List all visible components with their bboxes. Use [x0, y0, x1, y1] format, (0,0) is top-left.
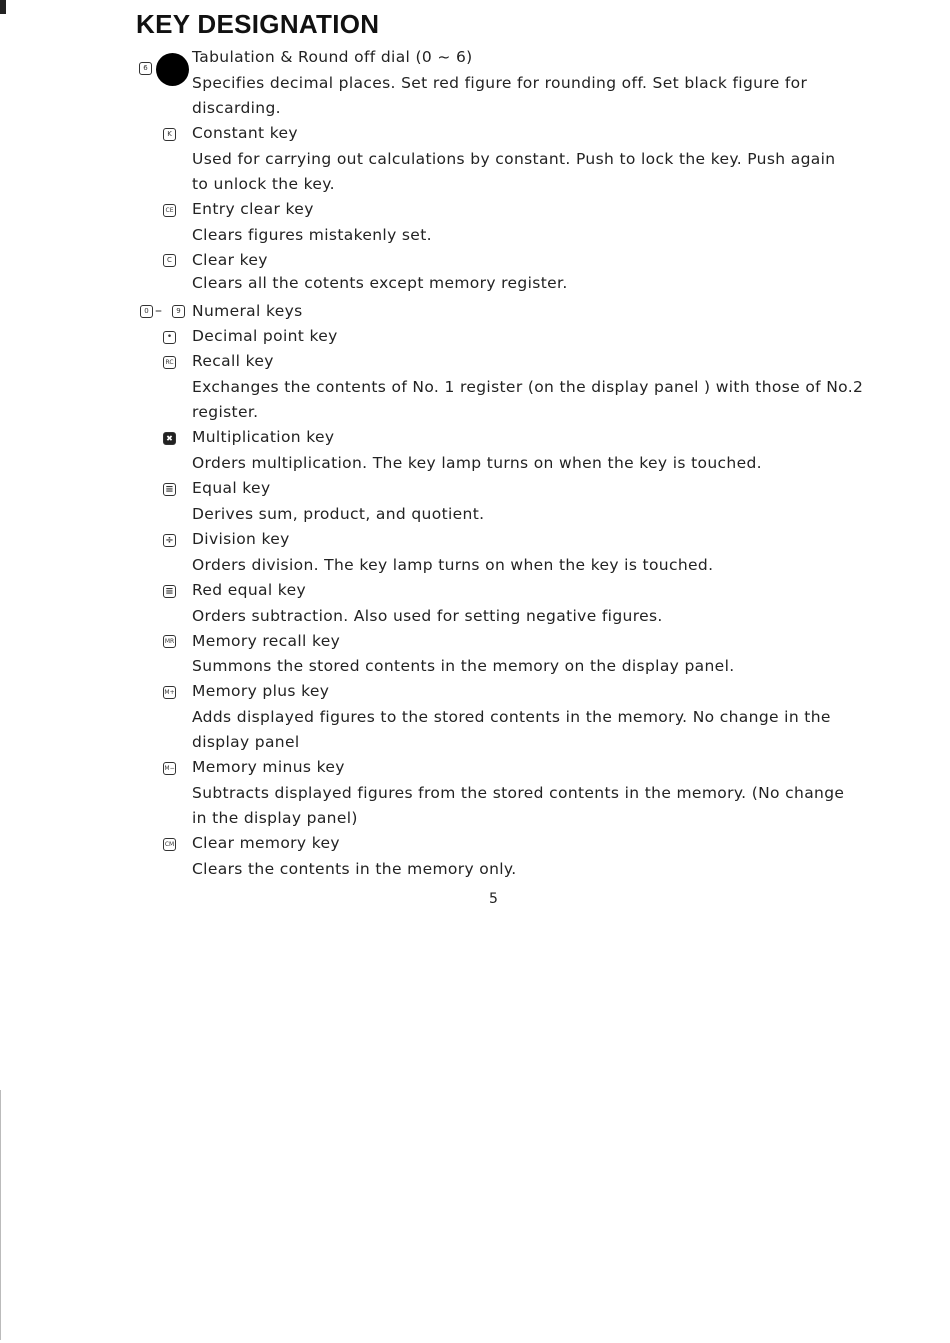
numeral-9-key-icon: 9 [172, 305, 185, 318]
entry-title: Memory minus key [192, 758, 345, 776]
dial-knob-icon [156, 53, 189, 86]
entry-description: to unlock the key. [192, 175, 335, 193]
clear-key-icon: C [163, 254, 176, 267]
entry-title: Clear memory key [192, 834, 340, 852]
entry-description: Adds displayed figures to the stored contents in the memory. No change in the [192, 708, 831, 726]
scan-edge-mark [0, 0, 6, 14]
entry-title: Red equal key [192, 581, 306, 599]
entry-title: Equal key [192, 479, 271, 497]
entry-description: Clears the contents in the memory only. [192, 860, 517, 878]
entry-description: Used for carrying out calculations by constant. Push to lock the key. Push again [192, 150, 836, 168]
entry-description: Clears all the cotents except memory register. [192, 274, 568, 292]
entry-clear-key-icon: CE [163, 204, 176, 217]
entry-title: Decimal point key [192, 327, 338, 345]
entry-title: Clear key [192, 251, 268, 269]
entry-description: Orders division. The key lamp turns on when the key is touched. [192, 556, 714, 574]
multiply-key-icon: ✖ [163, 432, 176, 445]
memory-plus-key-icon: M+ [163, 686, 176, 699]
memory-recall-key-icon: MR [163, 635, 176, 648]
entry-description: discarding. [192, 99, 281, 117]
entry-title: Multiplication key [192, 428, 335, 446]
entry-description: Specifies decimal places. Set red figure for rounding off. Set black figure for [192, 74, 808, 92]
entry-description: Exchanges the contents of No. 1 register (on the display panel ) with those of No.2 [192, 378, 864, 396]
page-title: KEY DESIGNATION [136, 9, 380, 39]
entry-title: Recall key [192, 352, 274, 370]
decimal-point-key-icon: • [163, 331, 176, 344]
clear-memory-key-icon: CM [163, 838, 176, 851]
entry-description: register. [192, 403, 259, 421]
entry-description: display panel [192, 733, 300, 751]
memory-minus-key-icon: M− [163, 762, 176, 775]
entry-title: Memory recall key [192, 632, 341, 650]
recall-key-icon: RC [163, 356, 176, 369]
red-equal-key-icon: ≡ [163, 585, 176, 598]
entry-description: Derives sum, product, and quotient. [192, 505, 485, 523]
entry-description: Orders subtraction. Also used for setting negative figures. [192, 607, 663, 625]
entry-title: Constant key [192, 124, 298, 142]
entry-description: in the display panel) [192, 809, 358, 827]
constant-key-icon: K [163, 128, 176, 141]
entry-title: Tabulation & Round off dial (0 ~ 6) [192, 48, 473, 66]
entry-description: Subtracts displayed figures from the stored contents in the memory. (No change [192, 784, 845, 802]
numeral-0-key-icon: 0 [140, 305, 153, 318]
entry-title: Numeral keys [192, 302, 303, 320]
division-key-icon: ÷ [163, 534, 176, 547]
entry-description: Clears figures mistakenly set. [192, 226, 432, 244]
entry-title: Division key [192, 530, 290, 548]
entry-description: Orders multiplication. The key lamp turns on when the key is touched. [192, 454, 762, 472]
decimal-dial-icon: 6 [139, 62, 152, 75]
entry-title: Memory plus key [192, 682, 330, 700]
numeral-range-dash: – [155, 303, 162, 319]
scan-edge-line [0, 1090, 1, 1340]
entry-description: Summons the stored contents in the memory on the display panel. [192, 657, 735, 675]
entry-title: Entry clear key [192, 200, 314, 218]
equal-key-icon: ≡ [163, 483, 176, 496]
page-number: 5 [489, 891, 498, 907]
